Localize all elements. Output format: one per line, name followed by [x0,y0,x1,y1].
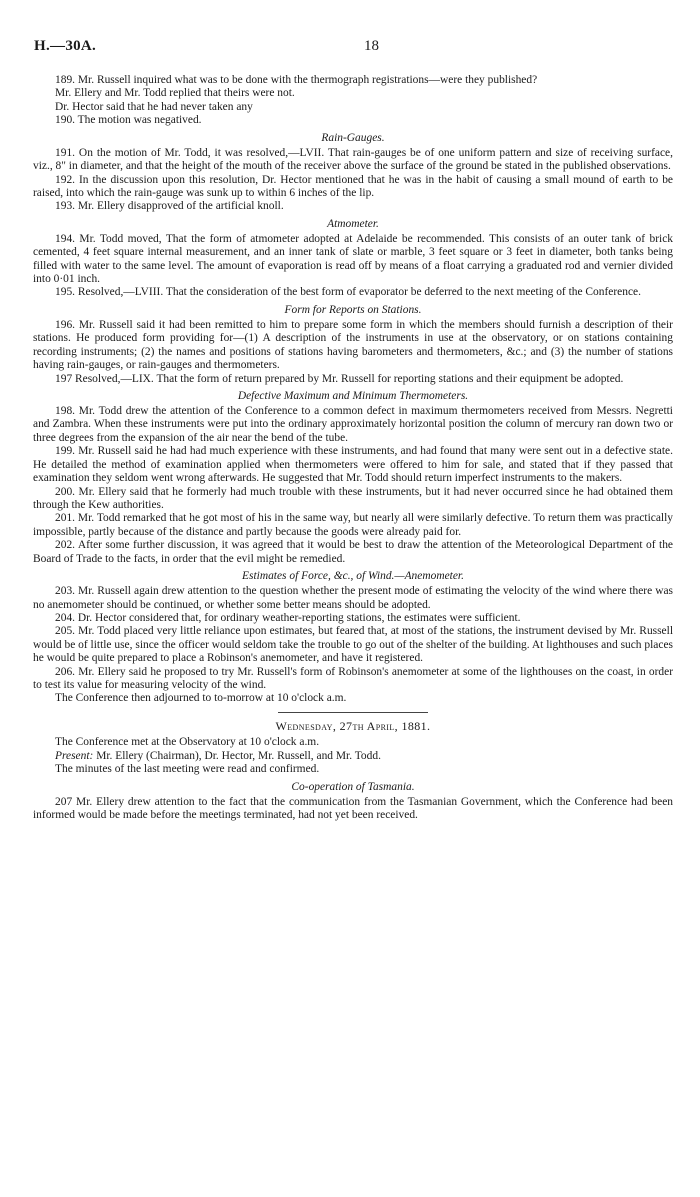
present-label: Present: [55,749,94,762]
paragraph: 193. Mr. Ellery disapproved of the artificial knoll. [55,200,284,213]
paragraph: The Conference then adjourned to to-morrow at 10 o'clock a.m. [55,692,347,705]
paragraph: 196. Mr. Russell said it had been remitted to him to prepare some form in which the members should furnish a description of their stations. He produced form providing for—(1) A description of the instruments in use at the observatory, or on stations containing recording instruments; (2) the names and positions of stations having barometers and thermometers, &c.; and (3) the number of stations having rain-gauges, or rain-gauges and thermometers. [33,318,673,372]
page-header [34,38,666,62]
section-heading: Atmometer. [327,217,379,230]
section-divider [278,712,428,713]
paragraph: The Conference met at the Observatory at 10 o'clock a.m. [55,736,320,749]
paragraph: 192. In the discussion upon this resolution, Dr. Hector mentioned that he was in the habit of causing a small mound of earth to be raised, into which the rain-gauge was sunk up to within 6 inches of the lip. [33,173,673,199]
attendees-text: Mr. Ellery (Chairman), Dr. Hector, Mr. Russell, and Mr. Todd. [93,749,381,762]
paragraph: The minutes of the last meeting were read and confirmed. [55,763,320,776]
paragraph: 205. Mr. Todd placed very little reliance upon estimates, but feared that, at most of the stations, the instrument devised by Mr. Russell would be of little use, since the officer would seldom take the trouble to go out of the shelter of the building. At lighthouses and such places he would be quite prepared to place a Robinson's anemometer, and have it registered. [33,625,673,665]
paragraph: 200. Mr. Ellery said that he formerly had much trouble with these instruments, but it had never occurred since he had obtained them through the Kew authorities. [33,485,673,511]
paragraph: 197 Resolved,—LIX. That the form of return prepared by Mr. Russell for reporting stations and their equipment be adopted. [55,372,624,385]
paragraph: 195. Resolved,—LVIII. That the consideration of the best form of evaporator be deferred to the next meeting of the Conference. [55,286,641,299]
section-heading: Form for Reports on Stations. [284,303,422,316]
page-number: 18 [364,38,379,54]
paragraph: 203. Mr. Russell again drew attention to the question whether the present mode of estimating the velocity of the wind where there was no anemometer should be continued, or whether some better means should be adopted. [33,585,673,611]
paragraph: 204. Dr. Hector considered that, for ordinary weather-reporting stations, the estimates were sufficient. [55,611,521,624]
paragraph: 198. Mr. Todd drew the attention of the Conference to a common defect in maximum thermometers received from Messrs. Negretti and Zambra. When these instruments were put into the ordinary approximately horizontal position the column of mercury ran down two or three degrees from the expansion of the air near the bend of the tube. [33,405,673,444]
attendance-paragraph [33,750,673,763]
section-heading: Estimates of Force, &c., of Wind.—Anemometer. [242,570,464,583]
paragraph: Dr. Hector said that he had never taken any [55,100,253,113]
section-code: H.—30A. [34,38,97,54]
paragraph: 202. After some further discussion, it was agreed that it would be best to draw the attention of the Meteorological Department of the Board of Trade to the facts, in order that the evil might be remedied. [33,539,673,565]
section-heading: Co-operation of Tasmania. [291,780,415,793]
paragraph: Mr. Ellery and Mr. Todd replied that theirs were not. [55,87,295,100]
document-body [33,74,673,822]
paragraph: 207 Mr. Ellery drew attention to the fact that the communication from the Tasmanian Government, which the Conference had been informed would be made before the meetings terminated, had not yet been received. [33,795,673,821]
section-heading: Rain-Gauges. [321,131,385,144]
paragraph: 194. Mr. Todd moved, That the form of atmometer adopted at Adelaide be recommended. This consists of an outer tank of brick cemented, 4 feet square internal measurement, and an inner tank of slate or marble, 3 feet square or 3 feet in diameter, both tanks being filled with water to the same level. The amount of evaporation is read off by means of a float carrying a graduated rod and vernier divided into 0·01 inch. [33,232,673,286]
section-heading: Defective Maximum and Minimum Thermometers. [237,390,469,403]
paragraph: 201. Mr. Todd remarked that he got most of his in the same way, but nearly all were similarly defective. To return them was practically impossible, partly because of the distance and partly because the goods were already paid for. [33,512,673,538]
paragraph: 191. On the motion of Mr. Todd, it was resolved,—LVII. That rain-gauges be of one uniform pattern and size of receiving surface, viz., 8" in diameter, and that the height of the mouth of the receiver above the surface of the ground be stated in the published observations. [33,146,673,173]
paragraph: 189. Mr. Russell inquired what was to be done with the thermograph registrations—were they published? [55,74,538,86]
meeting-date: Wednesday, 27th April, 1881. [275,718,431,733]
paragraph: 190. The motion was negatived. [55,114,202,127]
paragraph: 206. Mr. Ellery said he proposed to try Mr. Russell's form of Robinson's anemometer at some of the lighthouses on the coast, in order to test its value for measuring velocity of the wind. [33,665,673,692]
paragraph: 199. Mr. Russell said he had had much experience with these instruments, and had found that many were sent out in a defective state. He detailed the method of examination applied when thermometers were offered to him for sale, and stated that if they passed that examination they seldom went wrong afterwards. He suggested that Mr. Todd should return imperfect instruments to the makers. [33,445,673,485]
